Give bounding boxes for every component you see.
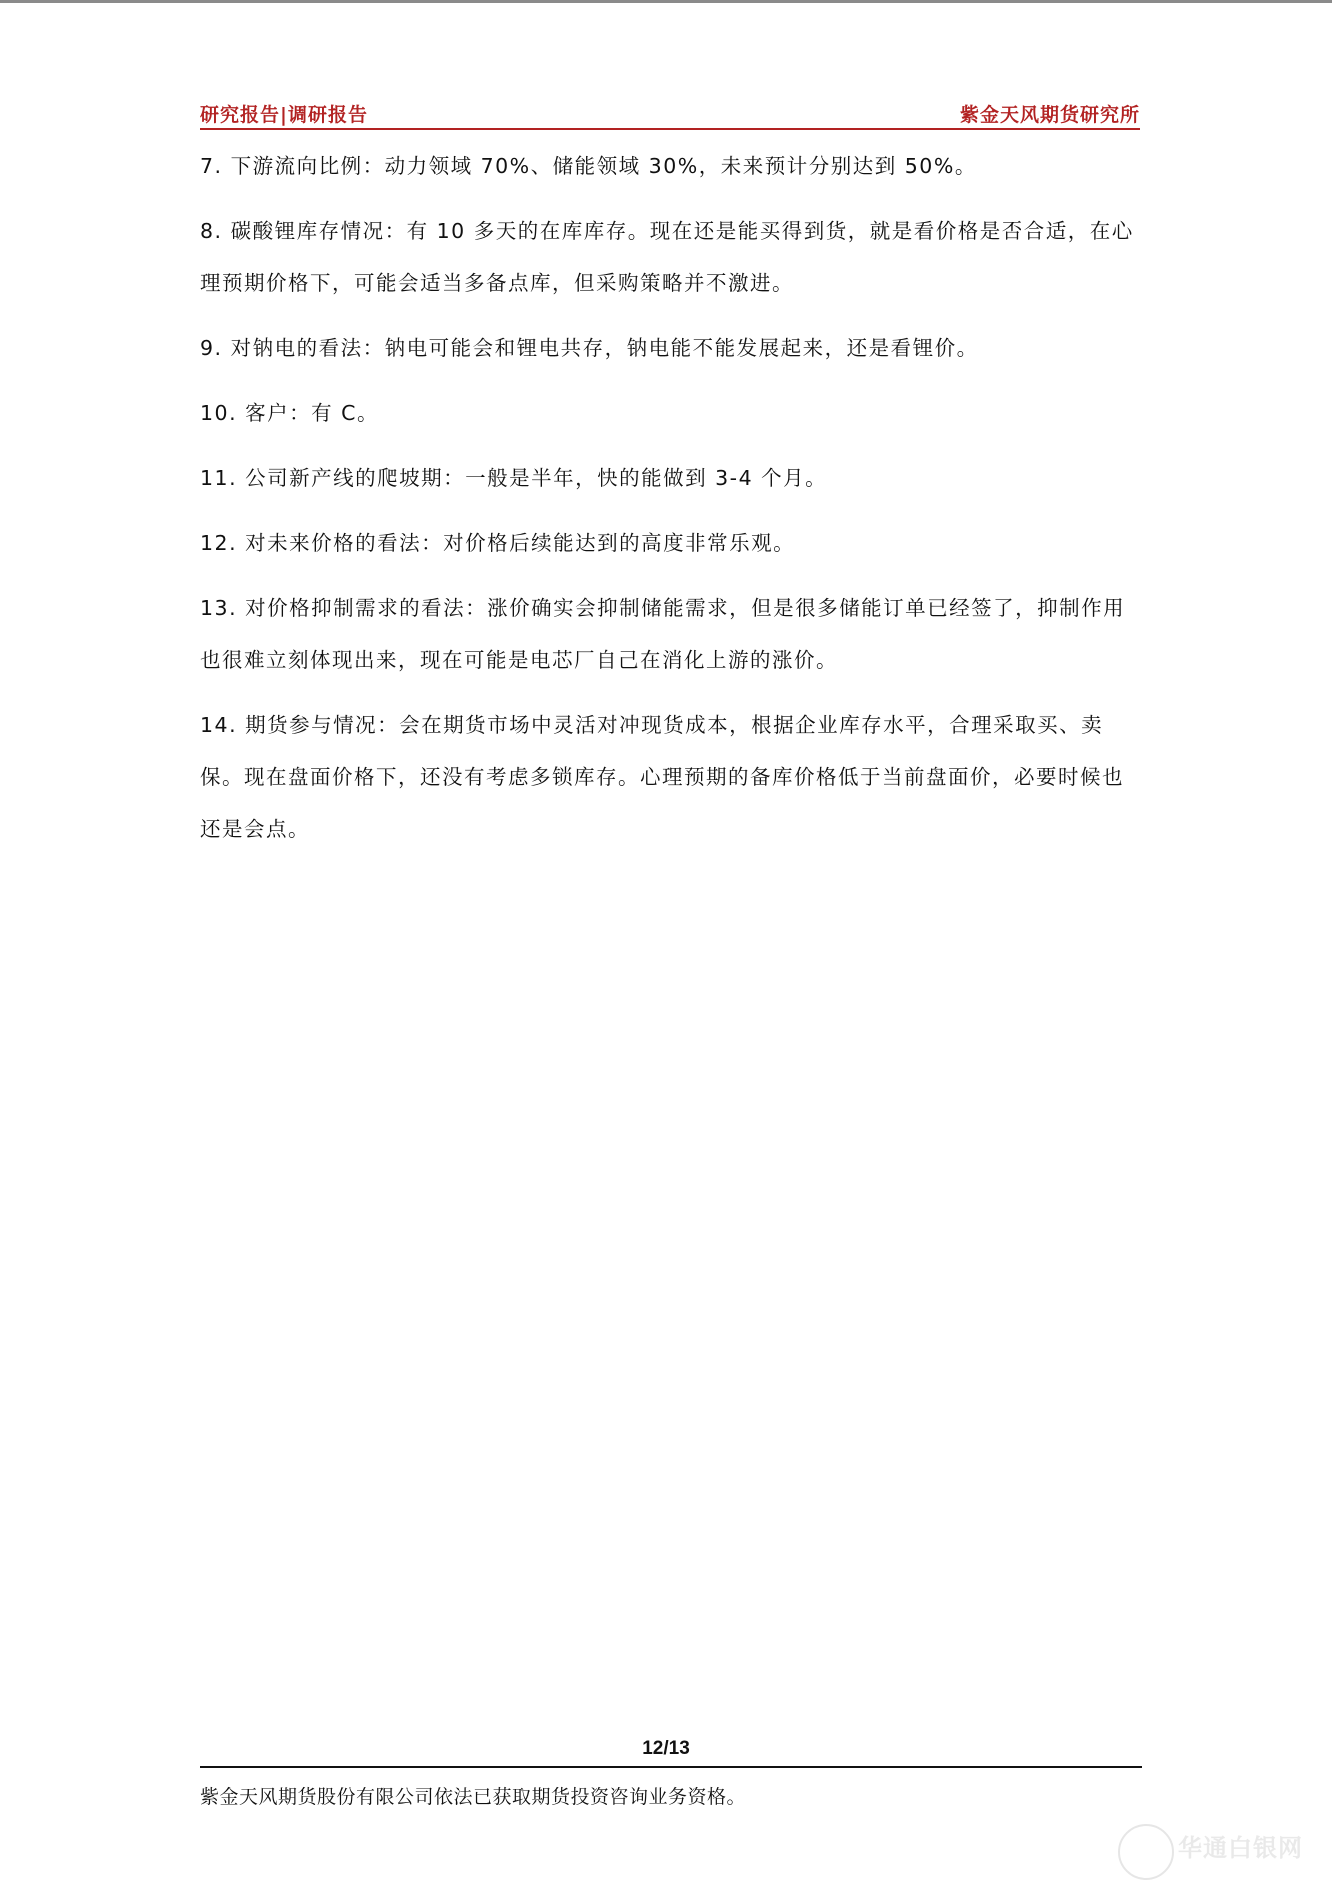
- paragraph-14: 14. 期货参与情况：会在期货市场中灵活对冲现货成本，根据企业库存水平，合理采取买、卖保。现在盘面价格下，还没有考虑多锁库存。心理预期的备库价格低于当前盘面价，必要时候也还是会点。: [200, 713, 1124, 841]
- page-number: 12/13: [642, 1738, 690, 1759]
- watermark-text: 华通白银网: [1178, 1834, 1303, 1862]
- header-divider: [200, 128, 1140, 130]
- paragraph-12: 12. 对未来价格的看法：对价格后续能达到的高度非常乐观。: [200, 531, 796, 555]
- paragraph-9: 9. 对钠电的看法：钠电可能会和锂电共存，钠电能不能发展起来，还是看锂价。: [200, 336, 979, 360]
- paragraph-10: 10. 客户：有 C。: [200, 401, 379, 425]
- page-header: [200, 100, 1140, 128]
- institute-name: 紫金天风期货研究所: [959, 104, 1140, 126]
- top-border: [0, 0, 1332, 3]
- footer-disclaimer: 紫金天风期货股份有限公司依法已获取期货投资咨询业务资格。: [200, 1786, 747, 1808]
- watermark: [1118, 1820, 1328, 1882]
- watermark-logo-icon: [1118, 1824, 1174, 1880]
- document-body: [200, 140, 1140, 868]
- report-type-label: 研究报告|调研报告: [200, 104, 368, 126]
- footer-divider: [200, 1766, 1142, 1768]
- paragraph-7: 7. 下游流向比例：动力领域 70%、储能领域 30%，未来预计分别达到 50%。: [200, 154, 977, 178]
- paragraph-13: 13. 对价格抑制需求的看法：涨价确实会抑制储能需求，但是很多储能订单已经签了，抑制作用也很难立刻体现出来，现在可能是电芯厂自己在消化上游的涨价。: [200, 596, 1126, 672]
- paragraph-11: 11. 公司新产线的爬坡期：一般是半年，快的能做到 3-4 个月。: [200, 466, 828, 490]
- paragraph-8: 8. 碳酸锂库存情况：有 10 多天的在库库存。现在还是能买得到货，就是看价格是否合适，在心理预期价格下，可能会适当多备点库，但采购策略并不激进。: [200, 219, 1134, 295]
